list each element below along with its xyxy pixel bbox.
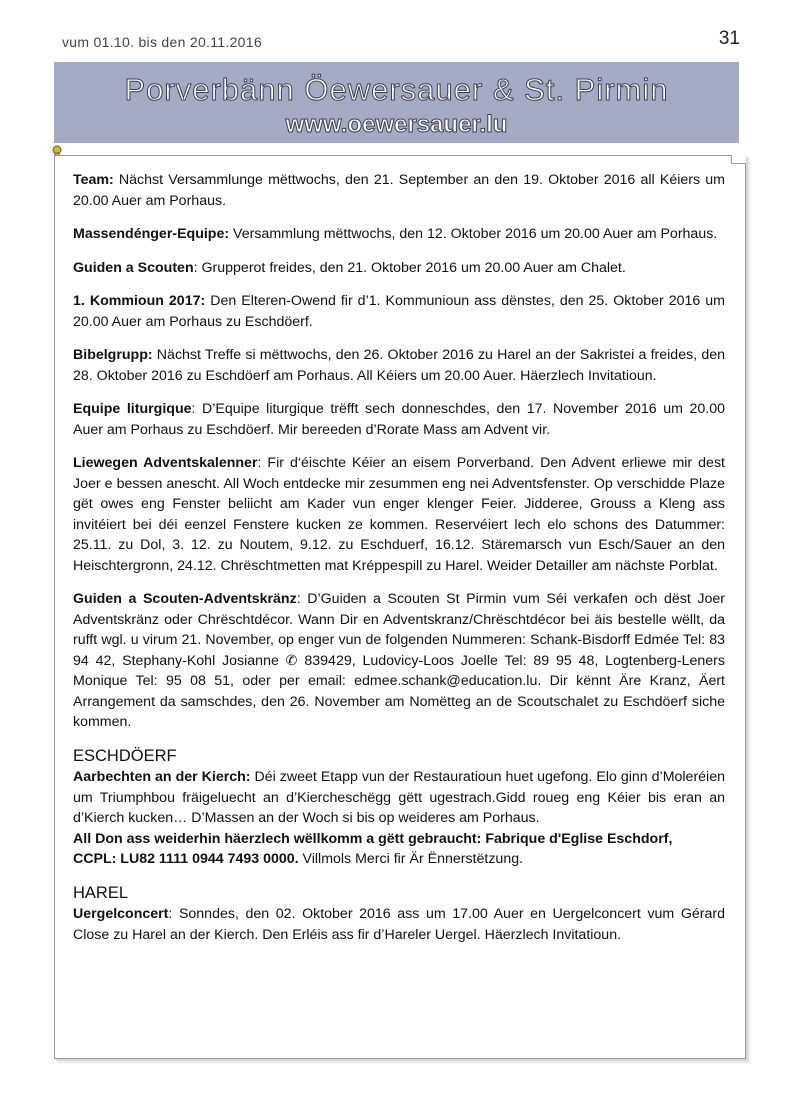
running-head: vum 01.10. bis den 20.11.2016 <box>62 34 262 50</box>
item-title: Equipe liturgique <box>73 401 192 417</box>
item-text: Nächst Versammlunge mëttwochs, den 21. September an den 19. Oktober 2016 all Kéiers um 20.00 Auer am Porhaus. <box>73 172 725 209</box>
donation-notice <box>73 829 725 870</box>
item-title: Guiden a Scouten-Adventskränz <box>73 591 297 607</box>
page-number: 31 <box>718 28 740 49</box>
item-title: Guiden a Scouten <box>73 259 194 276</box>
announcement-team <box>73 170 725 211</box>
item-text: : D’Guiden a Scouten St Pirmin vum Séi verkafen och dëst Joer Adventskränz oder Chrëschtdécor. Wann Dir en Adventskranz/Chrëschtdécor bei äis bestelle wëllt, da rufft wgl. u virum 21. November, op enger vun de folgenden Nummeren: Schank-Bisdorff Edmée Tel: 83 94 42, Stephany-Kohl Josianne ✆ 839429, Ludovicy-Loos Joelle Tel: 89 95 48, Logtenberg-Leners Monique Tel: 95 08 51, oder per email: edmee.schank@education.lu. Dir kënnt Äre Kranz, Äert Arrangement da samschdes, den 26. November am Nomëtteg an de Scoutschalet zu Eschdöerf siche kommen. <box>73 591 725 730</box>
section-heading-harel: HAREL <box>73 883 129 902</box>
item-text: Versammlung mëttwochs, den 12. Oktober 2016 um 20.00 Auer am Porhaus. <box>229 226 718 242</box>
announcement-guiden <box>73 258 725 279</box>
item-text: Nächst Treffe si mëttwochs, den 26. Oktober 2016 zu Harel an der Sakristei a freides, den 28. Oktober 2016 zu Eschdöerf am Porhaus. All Kéiers um 20.00 Auer. Häerzlech Invitatioun. <box>73 347 725 384</box>
item-title: Liewegen Adventskalenner <box>73 455 258 471</box>
item-text: Den Elteren-Owend fir d’1. Kommunioun ass dënstes, den 25. Oktober 2016 um 20.00 Auer am Porhaus zu Eschdöerf. <box>73 293 725 330</box>
title-banner <box>54 62 739 143</box>
announcement-uergelconcert <box>73 904 725 945</box>
item-title: Bibelgrupp: <box>73 347 153 363</box>
announcement-adventskraenz <box>73 589 725 733</box>
item-title: 1. Kommioun 2017: <box>73 293 206 309</box>
announcement-aarbechten <box>73 767 725 829</box>
announcements <box>73 170 725 958</box>
section-heading-eschdoerf: ESCHDÖERF <box>73 746 177 765</box>
item-text: : Fir d‘éischte Kéier an eisem Porverband. Den Advent erliewe mir dest Joer e bessen anescht. All Woch entdecke mir zesummen eng nei Adventsfenster. Op verschidde Plaze gët owes eng Fenster beliicht am Kader vun enger klenger Feier. Jiddereе, Grouss a Kleng ass invitéiert bei déi eenzel Fenstere kucken ze kommen. Reservéiert lech elo schons des Datummer: 25.11. zu Dol, 3. 12. zu Noutem, 9.12. zu Eschduerf, 16.12. Stäremarsch vun Esch/Sauer an den Heischtergronn, 24.12. Chrëschtmetten mat Kréppespill zu Harel. Weider Detailler am nächste Porblat. <box>73 455 725 574</box>
item-text: Déi zweet Etapp vun der Restauratioun huet ugefong. Elo ginn d’Moleréien um Triumphbou fräigeluecht an d’Kiercheschëgg gëtt ugestrach.Gidd roueg eng Kéier bis eran an d’Kierch kucken… D’Massen an der Woch si bis op weideres am Porhaus. <box>73 769 725 826</box>
item-title: Uergelconcert <box>73 906 169 922</box>
item-title: Team: <box>73 172 114 188</box>
item-title: Aarbechten an der Kierch: <box>73 769 251 785</box>
announcement-kommioun <box>73 291 725 332</box>
announcement-bibelgrupp <box>73 345 725 386</box>
donation-thanks: Villmols Merci fir Är Ënnerstëtzung. <box>298 851 524 867</box>
item-text: : Grupperot freides, den 21. Oktober 2016 um 20.00 Auer am Chalet. <box>193 259 626 276</box>
announcement-adventskalenner <box>73 453 725 576</box>
item-title: Massendénger-Equipe: <box>73 226 230 242</box>
bank-account: CCPL: LU82 1111 0944 7493 0000. <box>73 851 299 867</box>
item-text: : D’Equipe liturgique trëfft sech donneschdes, den 17. November 2016 um 20.00 Auer am Porhaus zu Eschdöerf. Mir bereeden d’Rorate Mass am Advent vir. <box>73 401 725 438</box>
donation-line: All Don ass weiderhin häerzlech wëllkomm a gëtt gebraucht: Fabrique d'Eglise Eschdorf, <box>73 830 673 847</box>
announcement-massendenger <box>73 224 725 245</box>
banner-title: Porverbänn Öewersauer & St. Pirmin <box>124 72 669 107</box>
announcement-equipe-liturgique <box>73 399 725 440</box>
banner-url: www.oewersauer.lu <box>285 111 508 138</box>
item-text: : Sonndes, den 02. Oktober 2016 ass um 17.00 Auer en Uergelconcert vum Gérard Close zu Harel an der Kierch. Den Erléis ass fir d’Hareler Uergel. Häerzlech Invitatioun. <box>73 906 725 943</box>
